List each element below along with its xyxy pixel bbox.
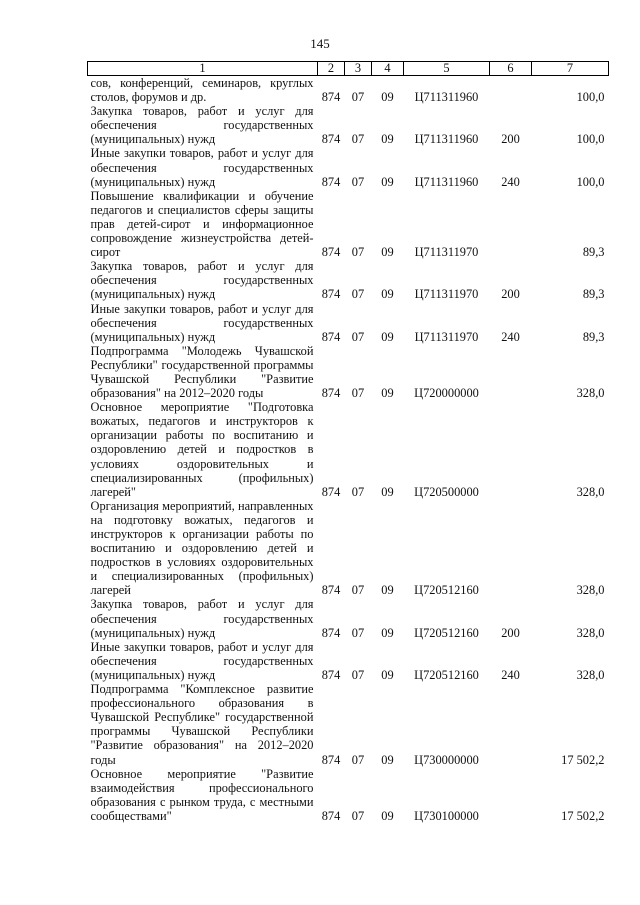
row-code-target: Ц730000000 [414, 752, 479, 767]
row-amount: 17 502,2 [561, 808, 605, 823]
table-row [88, 146, 609, 188]
row-code-target: Ц720512160 [414, 667, 479, 682]
row-code-expense-type [490, 189, 532, 259]
row-code-section: 07 [351, 667, 365, 682]
row-code-target: Ц730100000 [414, 808, 479, 823]
row-code-subsection: 09 [381, 174, 394, 189]
row-name: Закупка товаров, работ и услуг для обеспечения государственных (муниципальных) нужд [90, 259, 314, 302]
row-code-subsection: 09 [381, 90, 394, 105]
row-name: Иные закупки товаров, работ и услуг для обеспечения государственных (муниципальных) нужд [90, 639, 314, 682]
row-code-expense-type [490, 344, 532, 400]
row-name: Повышение квалификации и обучение педагогов и специалистов сферы защиты прав детей-сирот и информационное сопровождение жизнеустройства детей-сирот [90, 188, 314, 260]
row-name: Закупка товаров, работ и услуг для обеспечения государственных (муниципальных) нужд [90, 104, 314, 147]
row-code-section: 07 [351, 583, 365, 598]
row-code-expense-type: 200 [501, 132, 520, 147]
row-amount: 328,0 [576, 625, 605, 640]
row-code-ministry: 874 [321, 808, 341, 823]
row-code-subsection: 09 [381, 625, 394, 640]
row-amount: 328,0 [576, 583, 605, 598]
row-code-subsection: 09 [381, 808, 394, 823]
row-amount: 17 502,2 [561, 752, 605, 767]
table-row [88, 682, 609, 767]
row-code-expense-type: 240 [501, 329, 520, 344]
header-cell: 4 [372, 62, 404, 76]
page-number: 145 [310, 36, 330, 51]
row-code-expense-type [490, 400, 532, 499]
table-row [88, 189, 609, 259]
row-code-section: 07 [351, 287, 365, 302]
row-code-target: Ц711311960 [414, 132, 479, 147]
row-code-subsection: 09 [381, 752, 394, 767]
table-row [88, 499, 609, 598]
header-row [88, 62, 609, 76]
row-code-section: 07 [351, 625, 365, 640]
row-code-ministry: 874 [321, 174, 341, 189]
row-code-section: 07 [351, 752, 365, 767]
row-code-target: Ц711311970 [414, 329, 479, 344]
row-code-subsection: 09 [381, 583, 394, 598]
table-row [88, 302, 609, 344]
row-amount: 328,0 [576, 386, 605, 401]
row-code-section: 07 [351, 808, 365, 823]
row-code-subsection: 09 [381, 245, 394, 260]
row-code-section: 07 [351, 329, 365, 344]
header-cell: 6 [490, 62, 532, 76]
row-code-target: Ц711311960 [414, 90, 479, 105]
row-code-ministry: 874 [321, 625, 341, 640]
row-code-ministry: 874 [321, 287, 341, 302]
row-amount: 89,3 [582, 245, 605, 260]
row-amount: 89,3 [582, 329, 605, 344]
row-amount: 328,0 [576, 484, 605, 499]
row-code-ministry: 874 [321, 752, 341, 767]
row-code-target: Ц720512160 [414, 625, 479, 640]
row-code-ministry: 874 [321, 329, 341, 344]
row-code-section: 07 [351, 484, 365, 499]
row-code-subsection: 09 [381, 667, 394, 682]
row-name: Организация мероприятий, направленных на подготовку вожатых, педагогов и инструкторов к организации работы по воспитанию и оздоровлению детей и подростков в условиях оздоровительных и специализированных (профильных) лагерей [90, 498, 314, 598]
row-amount: 100,0 [576, 90, 605, 105]
row-code-expense-type: 200 [501, 625, 520, 640]
row-code-subsection: 09 [381, 386, 394, 401]
row-code-ministry: 874 [321, 245, 341, 260]
row-code-target: Ц711311970 [414, 245, 479, 260]
row-code-expense-type: 240 [501, 667, 520, 682]
row-name: Иные закупки товаров, работ и услуг для обеспечения государственных (муниципальных) нужд [90, 301, 314, 344]
row-code-subsection: 09 [381, 484, 394, 499]
row-code-ministry: 874 [321, 386, 341, 401]
row-code-expense-type [490, 767, 532, 823]
row-name: Иные закупки товаров, работ и услуг для обеспечения государственных (муниципальных) нужд [90, 146, 314, 189]
row-code-target: Ц720000000 [414, 386, 479, 401]
row-name: Основное мероприятие "Развитие взаимодействия профессионального образования с рынком труда, с местными сообществами" [90, 766, 314, 823]
header-cell: 2 [318, 62, 345, 76]
row-code-section: 07 [351, 90, 365, 105]
row-code-ministry: 874 [321, 583, 341, 598]
header-cell: 1 [88, 62, 318, 76]
table-row [88, 344, 609, 400]
row-code-expense-type: 240 [501, 174, 520, 189]
row-code-expense-type [490, 682, 532, 767]
row-code-ministry: 874 [321, 90, 341, 105]
row-code-subsection: 09 [381, 287, 394, 302]
row-code-target: Ц711311970 [414, 287, 479, 302]
row-code-expense-type: 200 [501, 287, 520, 302]
header-cell: 3 [345, 62, 372, 76]
row-code-expense-type [490, 76, 532, 105]
row-code-target: Ц711311960 [414, 174, 479, 189]
row-code-section: 07 [351, 245, 365, 260]
row-code-section: 07 [351, 174, 365, 189]
row-name: Подпрограмма "Молодежь Чувашской Республики" государственной программы Чувашской Республики "Развитие образования" на 2012–2020 годы [90, 343, 314, 401]
row-amount: 100,0 [576, 174, 605, 189]
row-name: Основное мероприятие "Подготовка вожатых, педагогов и инструкторов к организации работы по воспитанию и оздоровлению детей и подростков в условиях оздоровительных и специализированных (профильных) лагерей" [90, 400, 314, 499]
row-code-ministry: 874 [321, 667, 341, 682]
header-cell: 5 [404, 62, 490, 76]
table-row [88, 640, 609, 682]
row-code-section: 07 [351, 132, 365, 147]
row-code-expense-type [490, 499, 532, 598]
row-amount: 89,3 [582, 287, 605, 302]
row-code-ministry: 874 [321, 484, 341, 499]
row-name: сов, конференций, семинаров, круглых столов, форумов и др. [90, 76, 314, 105]
row-name: Подпрограмма "Комплексное развитие профессионального образования в Чувашской Республике" государственной программы Чувашской Республики "Развитие образования" на 2012–2020 годы [90, 682, 314, 767]
table-row [88, 259, 609, 301]
header-cell: 7 [532, 62, 609, 76]
row-code-subsection: 09 [381, 132, 394, 147]
row-name: Закупка товаров, работ и услуг для обеспечения государственных (муниципальных) нужд [90, 597, 314, 640]
table-row [88, 76, 609, 105]
table-row [88, 767, 609, 823]
row-code-subsection: 09 [381, 329, 394, 344]
row-code-target: Ц720512160 [414, 583, 479, 598]
table-row [88, 597, 609, 639]
row-code-section: 07 [351, 386, 365, 401]
row-code-target: Ц720500000 [414, 484, 479, 499]
row-amount: 328,0 [576, 667, 605, 682]
row-code-ministry: 874 [321, 132, 341, 147]
budget-table [87, 61, 609, 823]
table-row [88, 104, 609, 146]
table-body [88, 76, 609, 823]
row-amount: 100,0 [576, 132, 605, 147]
table-row [88, 400, 609, 499]
